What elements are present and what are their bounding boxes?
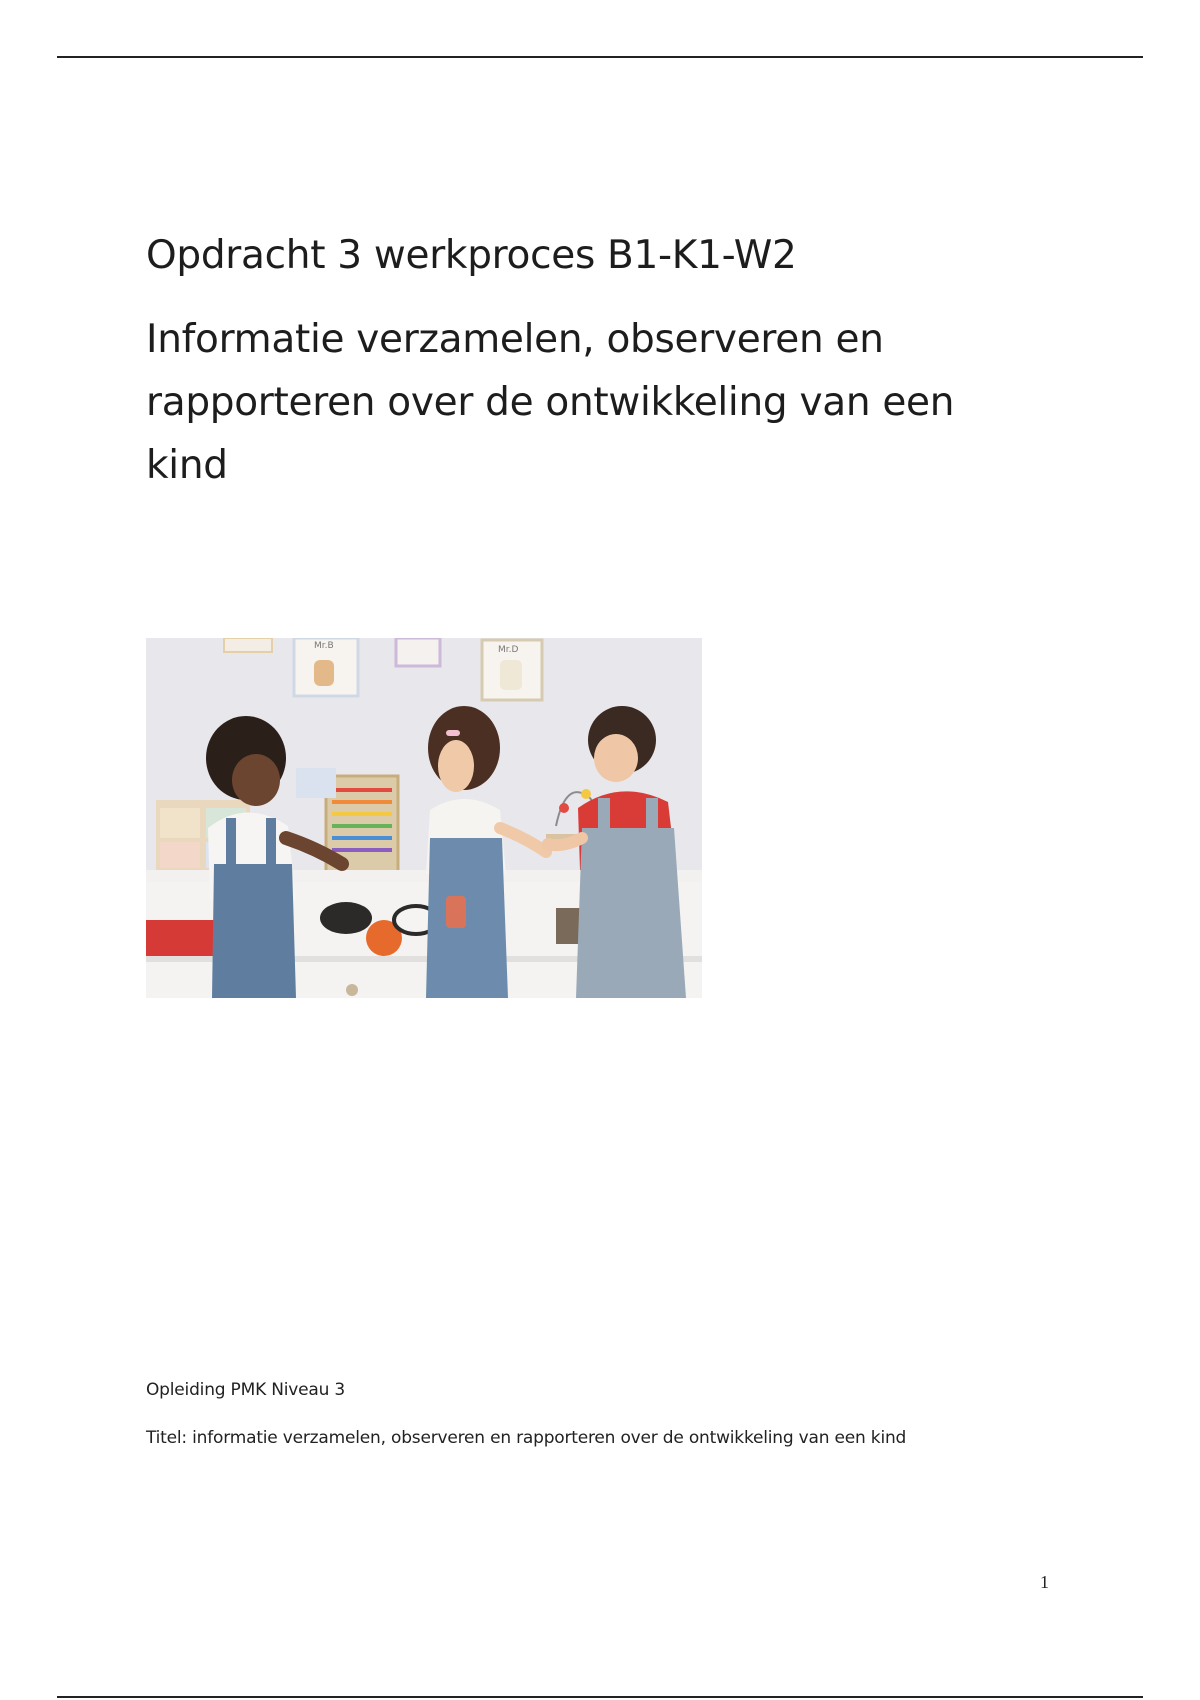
bottom-rule — [57, 1696, 1143, 1698]
poster-right-label: Mr.D — [498, 645, 519, 655]
document-subtitle: Informatie verzamelen, observeren en rapporteren over de ontwikkeling van een kind — [146, 317, 955, 488]
poster-left-label: Mr.B — [314, 641, 334, 651]
poster-left — [294, 638, 358, 696]
children-playing-photo — [146, 638, 702, 998]
top-rule — [57, 56, 1143, 58]
document-title: Opdracht 3 werkproces B1-K1-W2 — [146, 233, 797, 278]
program-line: Opleiding PMK Niveau 3 — [146, 1380, 346, 1400]
page-number: 1 — [1040, 1572, 1049, 1592]
poster-right — [482, 640, 542, 700]
doc-title-line: Titel: informatie verzamelen, observeren en rapporteren over de ontwikkeling van een kind — [146, 1428, 907, 1448]
